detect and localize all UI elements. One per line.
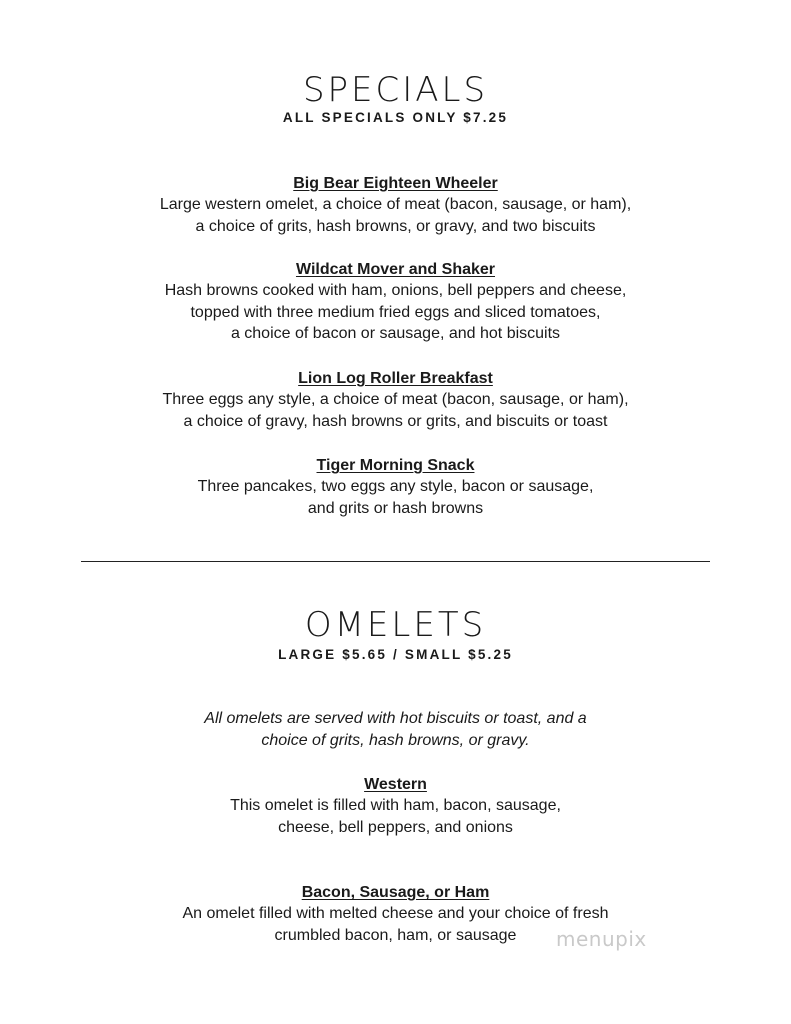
menu-item-description: An omelet filled with melted cheese and your choice of fresh <box>182 905 609 922</box>
menu-item-description: Large western omelet, a choice of meat (bacon, sausage, or ham), <box>159 196 632 213</box>
menu-item-description: Three pancakes, two eggs any style, bacon or sausage, <box>197 478 594 495</box>
menu-item-description: Three eggs any style, a choice of meat (bacon, sausage, or ham), <box>162 391 629 408</box>
specials-title: SPECIALS <box>302 70 489 110</box>
section-divider <box>81 561 710 562</box>
omelets-note-line: choice of grits, hash browns, or gravy. <box>261 731 530 749</box>
omelets-note <box>0 708 791 751</box>
watermark-text: menupix <box>556 927 647 951</box>
menu-item <box>0 259 791 345</box>
menu-item-description: a choice of gravy, hash browns or grits, and biscuits or toast <box>183 412 608 430</box>
menu-item-description: crumbled bacon, ham, or sausage <box>274 926 517 944</box>
menu-item <box>0 774 791 838</box>
menu-item <box>0 882 791 946</box>
menu-item-description: This omelet is filled with ham, bacon, sausage, <box>230 797 561 814</box>
menu-item-description: topped with three medium fried eggs and sliced tomatoes, <box>190 303 601 321</box>
menu-item <box>0 455 791 519</box>
specials-price-subtitle: ALL SPECIALS ONLY $7.25 <box>282 110 509 125</box>
omelets-price-subtitle: LARGE $5.65 / SMALL $5.25 <box>278 647 513 662</box>
menu-item-name: Big Bear Eighteen Wheeler <box>293 175 498 192</box>
omelets-title: OMELETS <box>304 605 487 645</box>
menu-item-description: a choice of grits, hash browns, or gravy, and two biscuits <box>195 217 596 235</box>
menu-item-name: Western <box>364 776 427 793</box>
menu-item-name: Tiger Morning Snack <box>316 457 475 474</box>
menu-item-description: cheese, bell peppers, and onions <box>278 818 513 836</box>
menu-item-description: Hash browns cooked with ham, onions, bell peppers and cheese, <box>164 282 627 299</box>
menu-item <box>0 368 791 432</box>
menu-item-name: Wildcat Mover and Shaker <box>295 261 496 278</box>
omelets-note-line: All omelets are served with hot biscuits or toast, and a <box>204 710 587 727</box>
menu-item-name: Lion Log Roller Breakfast <box>298 370 493 387</box>
menu-item-description: a choice of bacon or sausage, and hot biscuits <box>230 325 561 342</box>
menu-item <box>0 173 791 237</box>
menu-item-name: Bacon, Sausage, or Ham <box>301 884 490 901</box>
menu-item-description: and grits or hash browns <box>307 499 484 517</box>
